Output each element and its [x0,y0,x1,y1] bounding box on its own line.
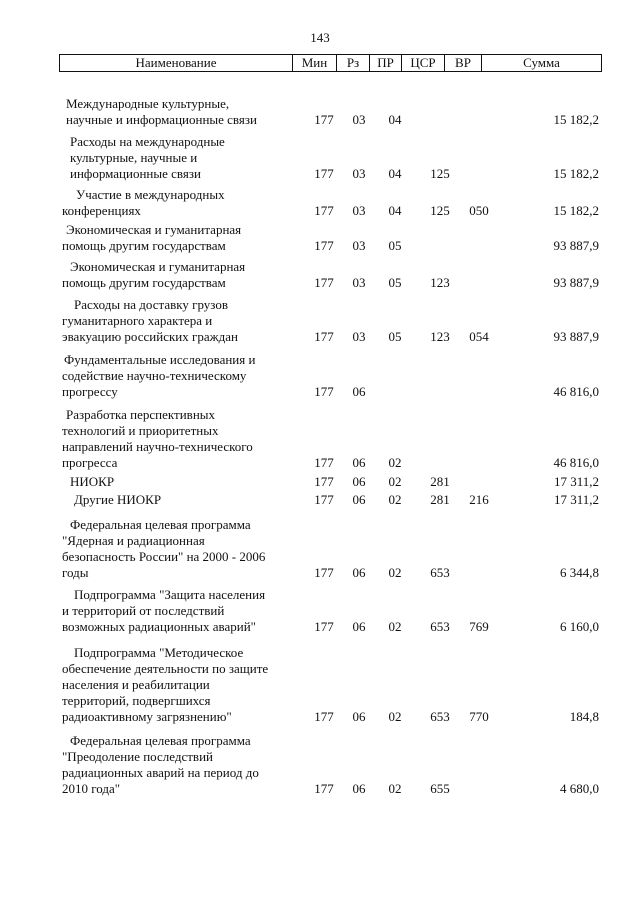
row-sum: 93 887,9 [553,275,599,290]
row-name: Расходы на международные культурные, научные и информационные связи [70,134,225,181]
row-csr: 125 [430,203,450,218]
row-sum: 15 182,2 [553,203,599,218]
row-rz: 03 [352,238,366,253]
row-sum: 93 887,9 [553,329,599,344]
row-pr: 02 [388,709,402,724]
row-vr: 050 [469,203,489,218]
row-name: Международные культурные, научные и информационные связи [66,96,257,127]
row-csr: 653 [430,565,450,580]
row-rz: 03 [352,203,366,218]
row-name: Другие НИОКР [74,492,162,507]
row-vr: 770 [469,709,489,724]
row-csr: 123 [430,329,450,344]
row-min: 177 [314,781,334,796]
row-vr: 769 [469,619,489,634]
row-name: Федеральная целевая программа "Преодоление последствий радиационных аварий на период до 2010 года" [62,733,259,796]
row-pr: 02 [388,781,402,796]
header-min: Мин [293,55,337,71]
row-min: 177 [314,619,334,634]
row-sum: 4 680,0 [560,781,599,796]
row-rz: 03 [352,275,366,290]
row-name: Расходы на доставку грузов гуманитарного характера и эвакуацию российских граждан [62,297,238,344]
row-pr: 02 [388,455,402,470]
row-pr: 04 [388,112,402,127]
row-csr: 125 [430,166,450,181]
row-sum: 184,8 [569,709,599,724]
header-sum: Сумма [523,55,560,70]
row-sum: 6 344,8 [560,565,599,580]
row-min: 177 [314,329,334,344]
row-csr: 281 [430,474,450,489]
header-pr: ПР [370,55,402,71]
row-name: Участие в международных конференциях [62,187,225,218]
row-sum: 17 311,2 [553,492,599,507]
row-name: Подпрограмма "Защита населения и территорий от последствий возможных радиационных аварий" [62,587,266,634]
row-min: 177 [314,565,334,580]
row-min: 177 [314,474,334,489]
header-name: Наименование [60,55,293,71]
row-pr: 05 [388,275,402,290]
row-rz: 06 [352,384,366,399]
row-pr: 02 [388,474,402,489]
row-rz: 06 [352,709,366,724]
row-csr: 653 [430,709,450,724]
row-name: Подпрограмма "Методическое обеспечение деятельности по защите населения и реабилитации территорий, подвергшихся радиоактивному загрязнению" [62,645,269,724]
row-rz: 06 [352,474,366,489]
row-min: 177 [314,203,334,218]
row-rz: 06 [352,492,366,507]
row-name: Экономическая и гуманитарная помощь другим государствам [62,259,246,290]
row-vr: 216 [469,492,489,507]
row-rz: 03 [352,329,366,344]
row-sum: 6 160,0 [560,619,599,634]
row-sum: 46 816,0 [553,455,599,470]
row-csr: 123 [430,275,450,290]
row-min: 177 [314,492,334,507]
row-csr: 281 [430,492,450,507]
row-rz: 06 [352,455,366,470]
row-pr: 02 [388,619,402,634]
row-csr: 653 [430,619,450,634]
row-rz: 06 [352,565,366,580]
row-pr: 05 [388,329,402,344]
row-pr: 04 [388,166,402,181]
row-min: 177 [314,238,334,253]
row-min: 177 [314,709,334,724]
row-min: 177 [314,166,334,181]
row-min: 177 [314,384,334,399]
row-sum: 46 816,0 [553,384,599,399]
row-pr: 02 [388,565,402,580]
header-vr: ВР [445,55,482,71]
page-number: 143 [310,30,330,45]
row-sum: 93 887,9 [553,238,599,253]
row-sum: 15 182,2 [553,112,599,127]
row-min: 177 [314,275,334,290]
row-pr: 05 [388,238,402,253]
row-name: НИОКР [70,474,115,489]
row-name: Экономическая и гуманитарная помощь другим государствам [62,222,242,253]
row-rz: 03 [352,166,366,181]
header-csr: ЦСР [402,55,445,71]
row-rz: 03 [352,112,366,127]
row-min: 177 [314,455,334,470]
row-min: 177 [314,112,334,127]
row-vr: 054 [469,329,489,344]
row-pr: 02 [388,492,402,507]
row-sum: 17 311,2 [553,474,599,489]
row-rz: 06 [352,781,366,796]
row-rz: 06 [352,619,366,634]
row-pr: 04 [388,203,402,218]
header-rz: Рз [337,55,370,71]
row-csr: 655 [430,781,450,796]
row-name: Фундаментальные исследования и содействие научно-техническому прогрессу [62,352,256,399]
row-name: Федеральная целевая программа "Ядерная и радиационная безопасность России" на 2000 - 2006 годы [62,517,266,580]
row-sum: 15 182,2 [553,166,599,181]
row-name: Разработка перспективных технологий и приоритетных направлений научно-технического прогресса [62,407,253,470]
